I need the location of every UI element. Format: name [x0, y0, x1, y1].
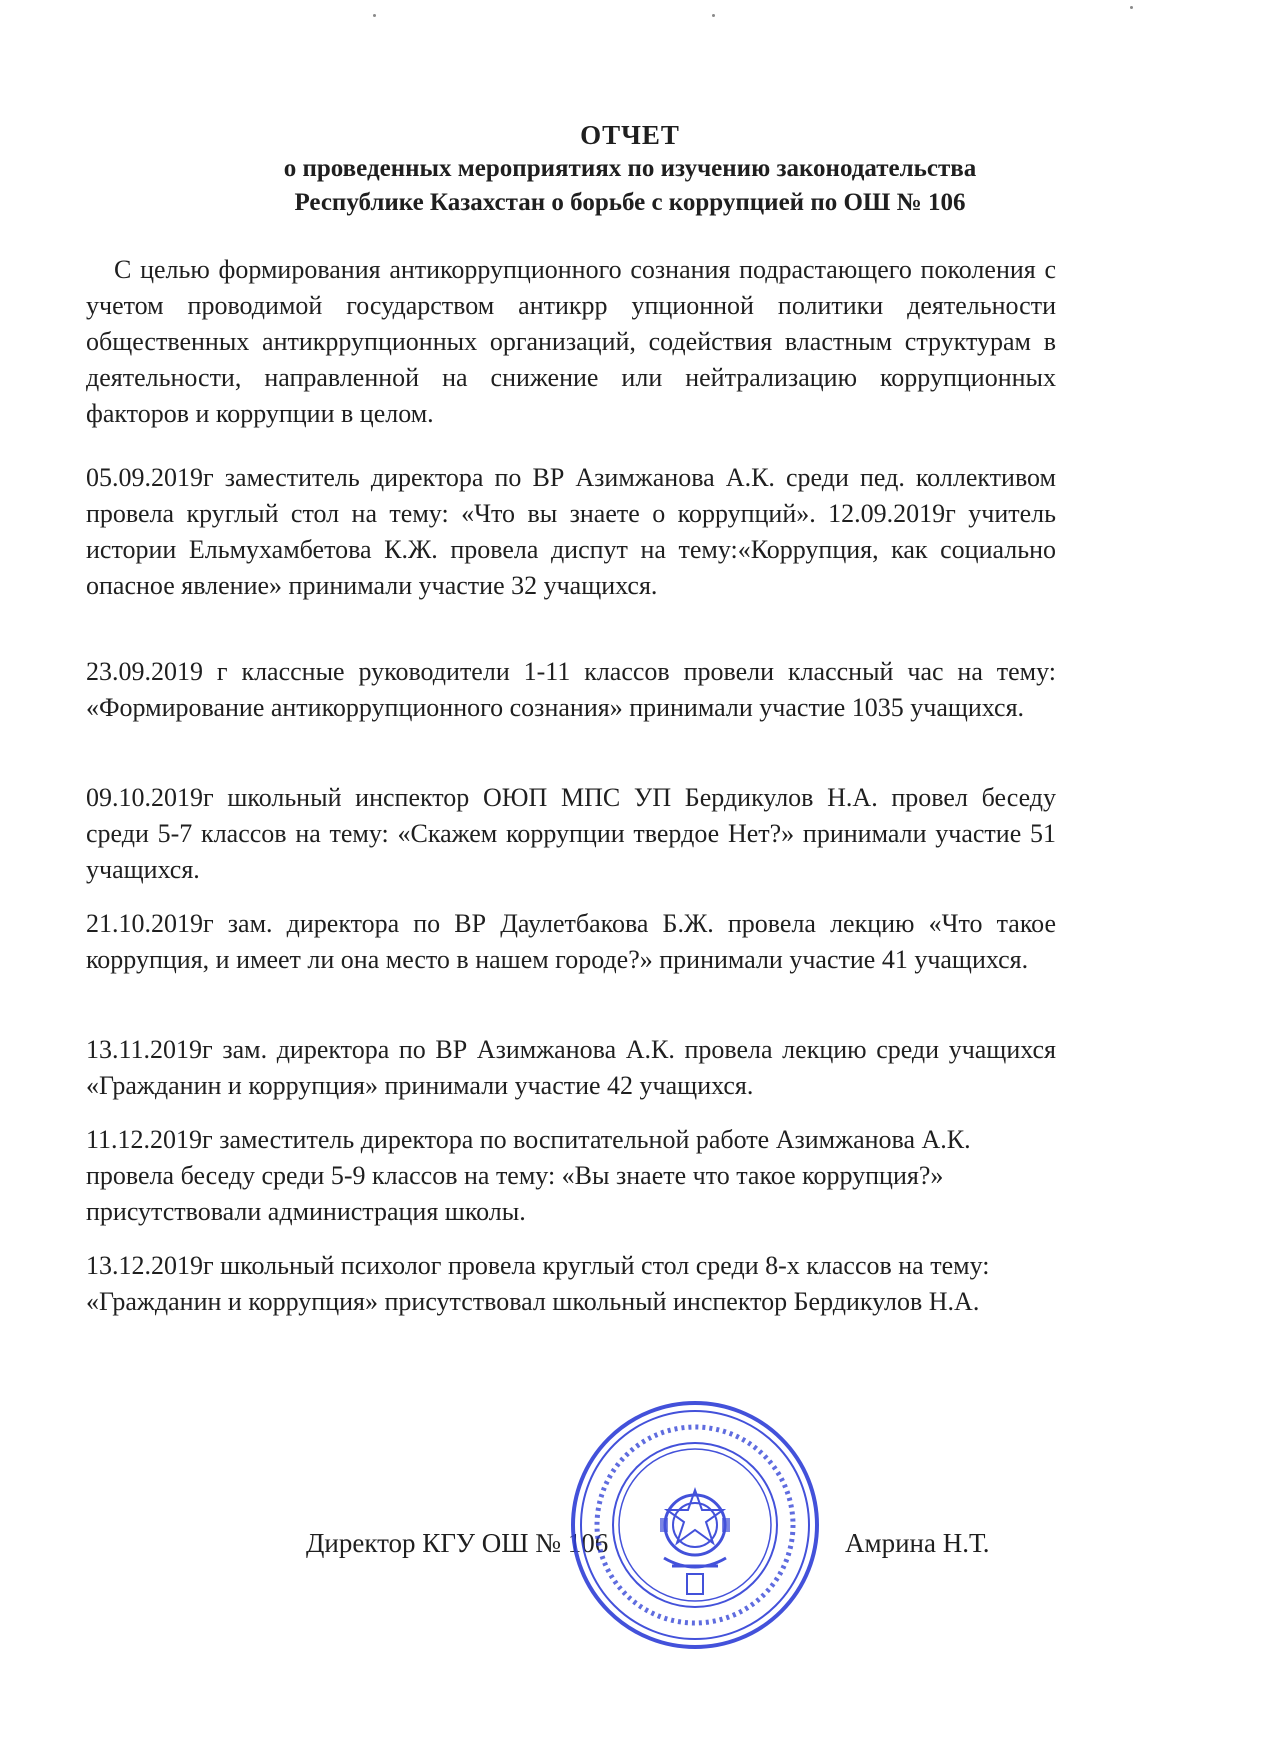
scan-speck [373, 14, 376, 17]
signatory-position: Директор КГУ ОШ № 106 [306, 1528, 609, 1558]
document-subtitle-line1: о проведенных мероприятиях по изучению законодательства [283, 155, 977, 182]
document-subtitle-line2: Республике Казахстан о борьбе с коррупцией по ОШ № 106 [294, 189, 966, 216]
title-block [100, 118, 1160, 220]
report-paragraph: 05.09.2019г заместитель директора по ВР Азимжанова А.К. среди пед. коллективом провела круглый стол на тему: «Что вы знаете о коррупций». 12.09.2019г учитель истории Ельмухамбетова К.Ж. провела диспут на тему:«Коррупция, как социально опасное явление» принимали участие 32 учащихся. [86, 463, 1056, 600]
report-paragraph: 09.10.2019г школьный инспектор ОЮП МПС УП Бердикулов Н.А. провел беседу среди 5-7 классов на тему: «Скажем коррупции твердое Нет?» принимали участие 51 учащихся. [86, 783, 1056, 884]
document-title: ОТЧЕТ [580, 120, 680, 150]
scan-speck [712, 14, 715, 17]
signatory-name: Амрина Н.Т. [845, 1528, 990, 1558]
report-paragraph: 21.10.2019г зам. директора по ВР Даулетбакова Б.Ж. провела лекцию «Что такое коррупция, и имеет ли она место в нашем городе?» принимали участие 41 учащихся. [86, 909, 1056, 974]
scan-speck [1130, 6, 1133, 9]
official-stamp-icon [568, 1398, 822, 1652]
report-paragraph: 13.11.2019г зам. директора по ВР Азимжанова А.К. провела лекцию среди учащихся «Гражданин и коррупция» принимали участие 42 учащихся. [86, 1035, 1056, 1100]
report-paragraph: 23.09.2019 г классные руководители 1-11 классов провели классный час на тему: «Формирование антикоррупционного сознания» принимали участие 1035 учащихся. [86, 657, 1056, 722]
report-paragraph: 13.12.2019г школьный психолог провела круглый стол среди 8-х классов на тему: «Гражданин и коррупция» присутствовал школьный инспектор Бердикулов Н.А. [86, 1251, 990, 1316]
intro-paragraph: С целью формирования антикоррупционного сознания подрастающего поколения с учетом проводимой государством антикрр упционной политики деятельности общественных антикррупционных организаций, содействия властным структурам в деятельности, направленной на снижение или нейтрализацию коррупционных факторов и коррупции в целом. [86, 255, 1056, 428]
report-paragraph: 11.12.2019г заместитель директора по воспитательной работе Азимжанова А.К. провела беседу среди 5-9 классов на тему: «Вы знаете что такое коррупция?» присутствовали администрация школы. [86, 1125, 971, 1226]
